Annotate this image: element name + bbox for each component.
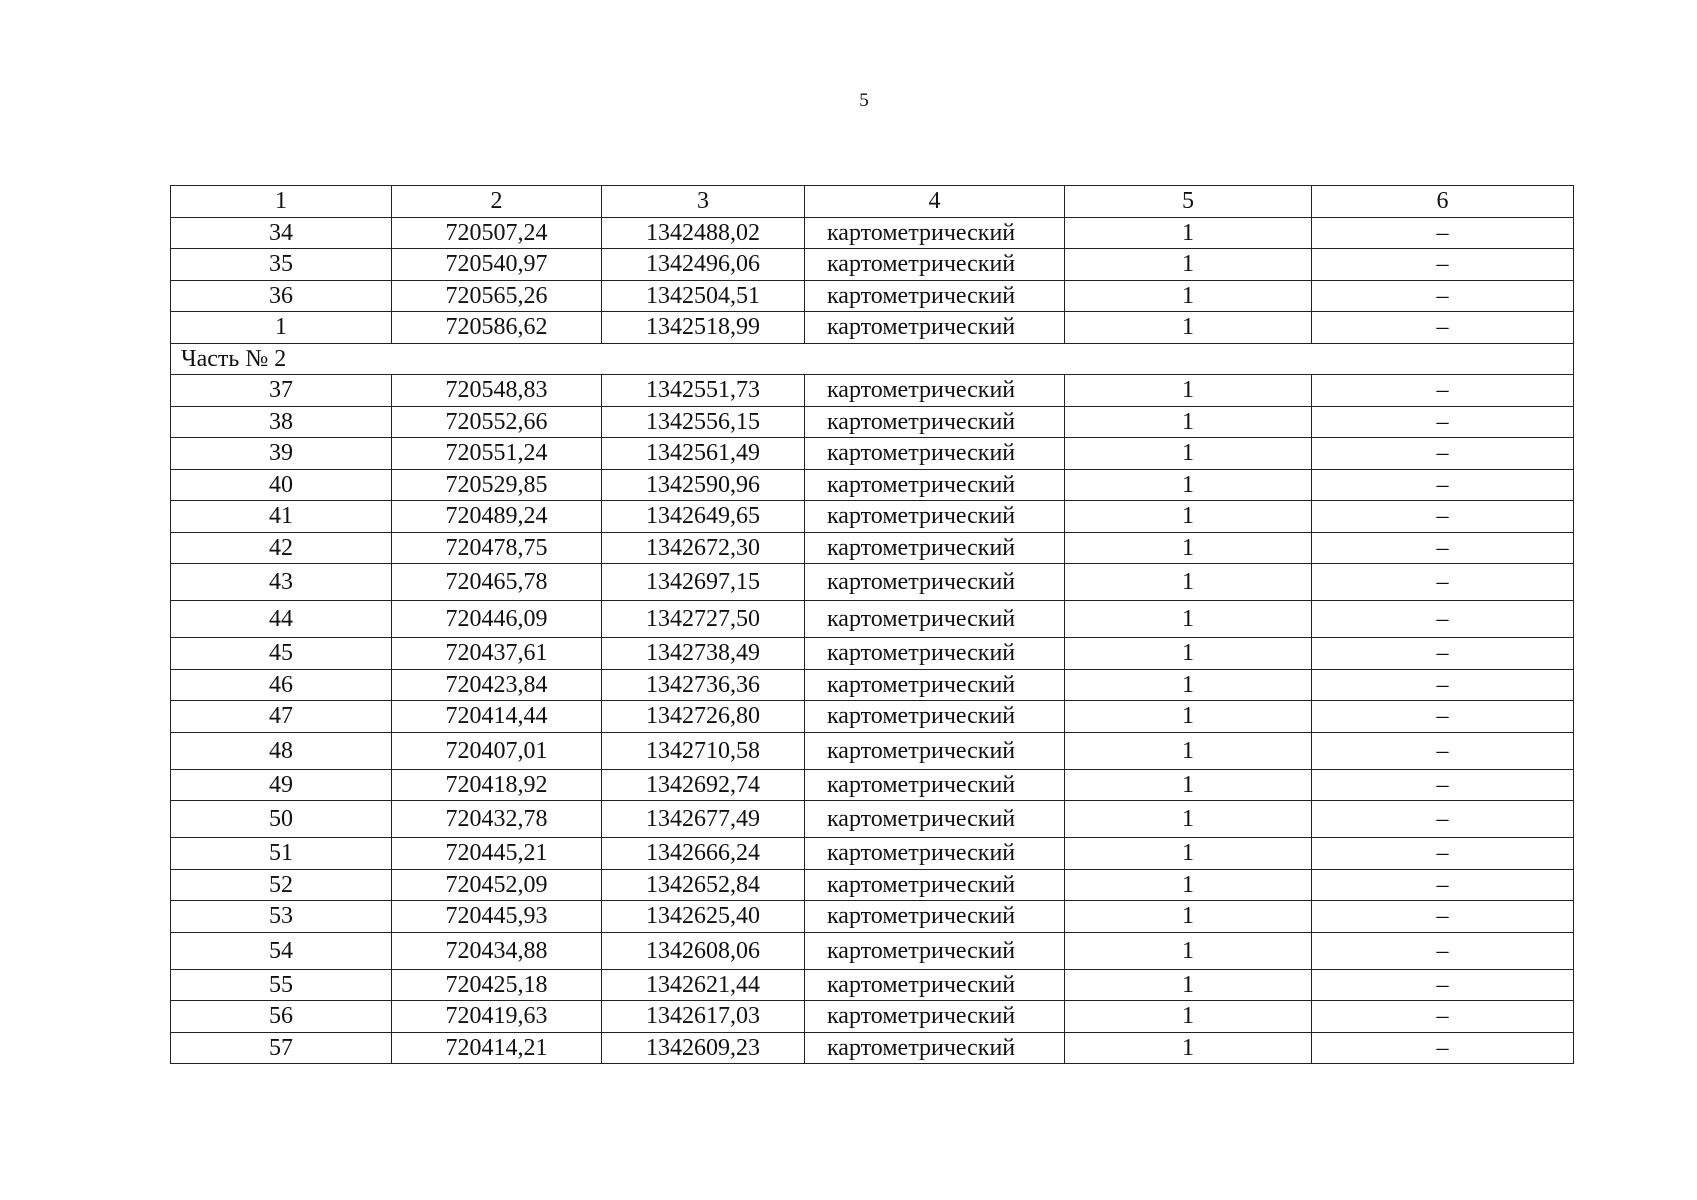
- x-coordinate-cell: 720446,09: [392, 601, 602, 638]
- accuracy-cell: 1: [1065, 901, 1312, 933]
- y-coordinate-cell: 1342726,80: [602, 701, 805, 733]
- accuracy-cell: 1: [1065, 801, 1312, 838]
- y-coordinate-cell: 1342561,49: [602, 438, 805, 470]
- y-coordinate-cell: 1342625,40: [602, 901, 805, 933]
- x-coordinate-cell: 720434,88: [392, 932, 602, 969]
- method-cell: картометрический: [805, 438, 1065, 470]
- method-cell: картометрический: [805, 669, 1065, 701]
- note-cell: –: [1312, 969, 1574, 1001]
- y-coordinate-cell: 1342504,51: [602, 280, 805, 312]
- point-number-cell: 1: [171, 312, 392, 344]
- method-cell: картометрический: [805, 769, 1065, 801]
- accuracy-cell: 1: [1065, 469, 1312, 501]
- y-coordinate-cell: 1342652,84: [602, 869, 805, 901]
- y-coordinate-cell: 1342677,49: [602, 801, 805, 838]
- x-coordinate-cell: 720586,62: [392, 312, 602, 344]
- point-number-cell: 45: [171, 638, 392, 670]
- method-cell: картометрический: [805, 280, 1065, 312]
- note-cell: –: [1312, 312, 1574, 344]
- y-coordinate-cell: 1342727,50: [602, 601, 805, 638]
- note-cell: –: [1312, 406, 1574, 438]
- table-row: [171, 901, 1574, 933]
- point-number-cell: 41: [171, 501, 392, 533]
- accuracy-cell: 1: [1065, 532, 1312, 564]
- x-coordinate-cell: 720419,63: [392, 1001, 602, 1033]
- x-coordinate-cell: 720507,24: [392, 217, 602, 249]
- note-cell: –: [1312, 801, 1574, 838]
- point-number-cell: 40: [171, 469, 392, 501]
- y-coordinate-cell: 1342736,36: [602, 669, 805, 701]
- note-cell: –: [1312, 601, 1574, 638]
- point-number-cell: 51: [171, 838, 392, 870]
- y-coordinate-cell: 1342621,44: [602, 969, 805, 1001]
- table-row: [171, 217, 1574, 249]
- y-coordinate-cell: 1342608,06: [602, 932, 805, 969]
- x-coordinate-cell: 720540,97: [392, 249, 602, 281]
- header-cell-3: 3: [602, 186, 805, 218]
- method-cell: картометрический: [805, 1032, 1065, 1064]
- method-cell: картометрический: [805, 469, 1065, 501]
- table-header-row: [171, 186, 1574, 218]
- table-row: [171, 869, 1574, 901]
- note-cell: –: [1312, 701, 1574, 733]
- table-row: [171, 438, 1574, 470]
- method-cell: картометрический: [805, 564, 1065, 601]
- y-coordinate-cell: 1342609,23: [602, 1032, 805, 1064]
- table-row: [171, 375, 1574, 407]
- method-cell: картометрический: [805, 801, 1065, 838]
- accuracy-cell: 1: [1065, 280, 1312, 312]
- point-number-cell: 46: [171, 669, 392, 701]
- table-row: [171, 732, 1574, 769]
- method-cell: картометрический: [805, 932, 1065, 969]
- header-cell-6: 6: [1312, 186, 1574, 218]
- table-row: [171, 501, 1574, 533]
- y-coordinate-cell: 1342666,24: [602, 838, 805, 870]
- method-cell: картометрический: [805, 638, 1065, 670]
- x-coordinate-cell: 720423,84: [392, 669, 602, 701]
- note-cell: –: [1312, 501, 1574, 533]
- x-coordinate-cell: 720425,18: [392, 969, 602, 1001]
- x-coordinate-cell: 720548,83: [392, 375, 602, 407]
- method-cell: картометрический: [805, 249, 1065, 281]
- x-coordinate-cell: 720452,09: [392, 869, 602, 901]
- accuracy-cell: 1: [1065, 312, 1312, 344]
- accuracy-cell: 1: [1065, 769, 1312, 801]
- point-number-cell: 53: [171, 901, 392, 933]
- note-cell: –: [1312, 869, 1574, 901]
- method-cell: картометрический: [805, 217, 1065, 249]
- note-cell: –: [1312, 901, 1574, 933]
- note-cell: –: [1312, 638, 1574, 670]
- note-cell: –: [1312, 564, 1574, 601]
- part-heading: Часть № 2: [171, 343, 1574, 375]
- point-number-cell: 35: [171, 249, 392, 281]
- table-row: [171, 932, 1574, 969]
- table-row: [171, 838, 1574, 870]
- table-row: [171, 532, 1574, 564]
- y-coordinate-cell: 1342649,65: [602, 501, 805, 533]
- accuracy-cell: 1: [1065, 249, 1312, 281]
- method-cell: картометрический: [805, 532, 1065, 564]
- x-coordinate-cell: 720432,78: [392, 801, 602, 838]
- header-cell-1: 1: [171, 186, 392, 218]
- x-coordinate-cell: 720551,24: [392, 438, 602, 470]
- point-number-cell: 39: [171, 438, 392, 470]
- accuracy-cell: 1: [1065, 869, 1312, 901]
- coordinates-table-body: [171, 186, 1574, 1064]
- note-cell: –: [1312, 1032, 1574, 1064]
- point-number-cell: 37: [171, 375, 392, 407]
- table-row: [171, 1032, 1574, 1064]
- note-cell: –: [1312, 932, 1574, 969]
- point-number-cell: 34: [171, 217, 392, 249]
- accuracy-cell: 1: [1065, 601, 1312, 638]
- table-row: [171, 1001, 1574, 1033]
- y-coordinate-cell: 1342617,03: [602, 1001, 805, 1033]
- method-cell: картометрический: [805, 312, 1065, 344]
- method-cell: картометрический: [805, 969, 1065, 1001]
- y-coordinate-cell: 1342518,99: [602, 312, 805, 344]
- x-coordinate-cell: 720529,85: [392, 469, 602, 501]
- accuracy-cell: 1: [1065, 932, 1312, 969]
- header-cell-4: 4: [805, 186, 1065, 218]
- note-cell: –: [1312, 1001, 1574, 1033]
- y-coordinate-cell: 1342551,73: [602, 375, 805, 407]
- accuracy-cell: 1: [1065, 969, 1312, 1001]
- table-row: [171, 312, 1574, 344]
- y-coordinate-cell: 1342710,58: [602, 732, 805, 769]
- method-cell: картометрический: [805, 701, 1065, 733]
- y-coordinate-cell: 1342692,74: [602, 769, 805, 801]
- header-cell-2: 2: [392, 186, 602, 218]
- point-number-cell: 36: [171, 280, 392, 312]
- accuracy-cell: 1: [1065, 701, 1312, 733]
- table-row: [171, 406, 1574, 438]
- point-number-cell: 54: [171, 932, 392, 969]
- method-cell: картометрический: [805, 601, 1065, 638]
- y-coordinate-cell: 1342672,30: [602, 532, 805, 564]
- table-row: [171, 249, 1574, 281]
- point-number-cell: 47: [171, 701, 392, 733]
- accuracy-cell: 1: [1065, 1032, 1312, 1064]
- method-cell: картометрический: [805, 838, 1065, 870]
- accuracy-cell: 1: [1065, 838, 1312, 870]
- table-row: [171, 969, 1574, 1001]
- x-coordinate-cell: 720418,92: [392, 769, 602, 801]
- coordinates-table: [170, 185, 1574, 1064]
- accuracy-cell: 1: [1065, 217, 1312, 249]
- x-coordinate-cell: 720565,26: [392, 280, 602, 312]
- note-cell: –: [1312, 280, 1574, 312]
- point-number-cell: 55: [171, 969, 392, 1001]
- note-cell: –: [1312, 769, 1574, 801]
- note-cell: –: [1312, 375, 1574, 407]
- table-row: [171, 601, 1574, 638]
- method-cell: картометрический: [805, 901, 1065, 933]
- x-coordinate-cell: 720552,66: [392, 406, 602, 438]
- note-cell: –: [1312, 532, 1574, 564]
- point-number-cell: 44: [171, 601, 392, 638]
- point-number-cell: 42: [171, 532, 392, 564]
- note-cell: –: [1312, 838, 1574, 870]
- x-coordinate-cell: 720465,78: [392, 564, 602, 601]
- method-cell: картометрический: [805, 1001, 1065, 1033]
- table-row: [171, 280, 1574, 312]
- y-coordinate-cell: 1342697,15: [602, 564, 805, 601]
- table-row: [171, 469, 1574, 501]
- x-coordinate-cell: 720414,44: [392, 701, 602, 733]
- y-coordinate-cell: 1342590,96: [602, 469, 805, 501]
- accuracy-cell: 1: [1065, 669, 1312, 701]
- point-number-cell: 43: [171, 564, 392, 601]
- note-cell: –: [1312, 469, 1574, 501]
- accuracy-cell: 1: [1065, 1001, 1312, 1033]
- x-coordinate-cell: 720445,93: [392, 901, 602, 933]
- table-row: [171, 638, 1574, 670]
- note-cell: –: [1312, 732, 1574, 769]
- x-coordinate-cell: 720478,75: [392, 532, 602, 564]
- point-number-cell: 38: [171, 406, 392, 438]
- y-coordinate-cell: 1342556,15: [602, 406, 805, 438]
- accuracy-cell: 1: [1065, 564, 1312, 601]
- y-coordinate-cell: 1342488,02: [602, 217, 805, 249]
- method-cell: картометрический: [805, 732, 1065, 769]
- x-coordinate-cell: 720445,21: [392, 838, 602, 870]
- point-number-cell: 49: [171, 769, 392, 801]
- accuracy-cell: 1: [1065, 375, 1312, 407]
- part-heading-row: [171, 343, 1574, 375]
- x-coordinate-cell: 720489,24: [392, 501, 602, 533]
- accuracy-cell: 1: [1065, 501, 1312, 533]
- note-cell: –: [1312, 669, 1574, 701]
- method-cell: картометрический: [805, 406, 1065, 438]
- point-number-cell: 57: [171, 1032, 392, 1064]
- header-cell-5: 5: [1065, 186, 1312, 218]
- accuracy-cell: 1: [1065, 406, 1312, 438]
- accuracy-cell: 1: [1065, 438, 1312, 470]
- table-row: [171, 769, 1574, 801]
- y-coordinate-cell: 1342496,06: [602, 249, 805, 281]
- point-number-cell: 50: [171, 801, 392, 838]
- x-coordinate-cell: 720407,01: [392, 732, 602, 769]
- table-row: [171, 701, 1574, 733]
- method-cell: картометрический: [805, 869, 1065, 901]
- table-row: [171, 669, 1574, 701]
- table-row: [171, 801, 1574, 838]
- table-row: [171, 564, 1574, 601]
- x-coordinate-cell: 720414,21: [392, 1032, 602, 1064]
- accuracy-cell: 1: [1065, 732, 1312, 769]
- note-cell: –: [1312, 249, 1574, 281]
- note-cell: –: [1312, 438, 1574, 470]
- method-cell: картометрический: [805, 501, 1065, 533]
- page-number: 5: [859, 90, 869, 111]
- method-cell: картометрический: [805, 375, 1065, 407]
- point-number-cell: 48: [171, 732, 392, 769]
- accuracy-cell: 1: [1065, 638, 1312, 670]
- x-coordinate-cell: 720437,61: [392, 638, 602, 670]
- note-cell: –: [1312, 217, 1574, 249]
- point-number-cell: 56: [171, 1001, 392, 1033]
- point-number-cell: 52: [171, 869, 392, 901]
- y-coordinate-cell: 1342738,49: [602, 638, 805, 670]
